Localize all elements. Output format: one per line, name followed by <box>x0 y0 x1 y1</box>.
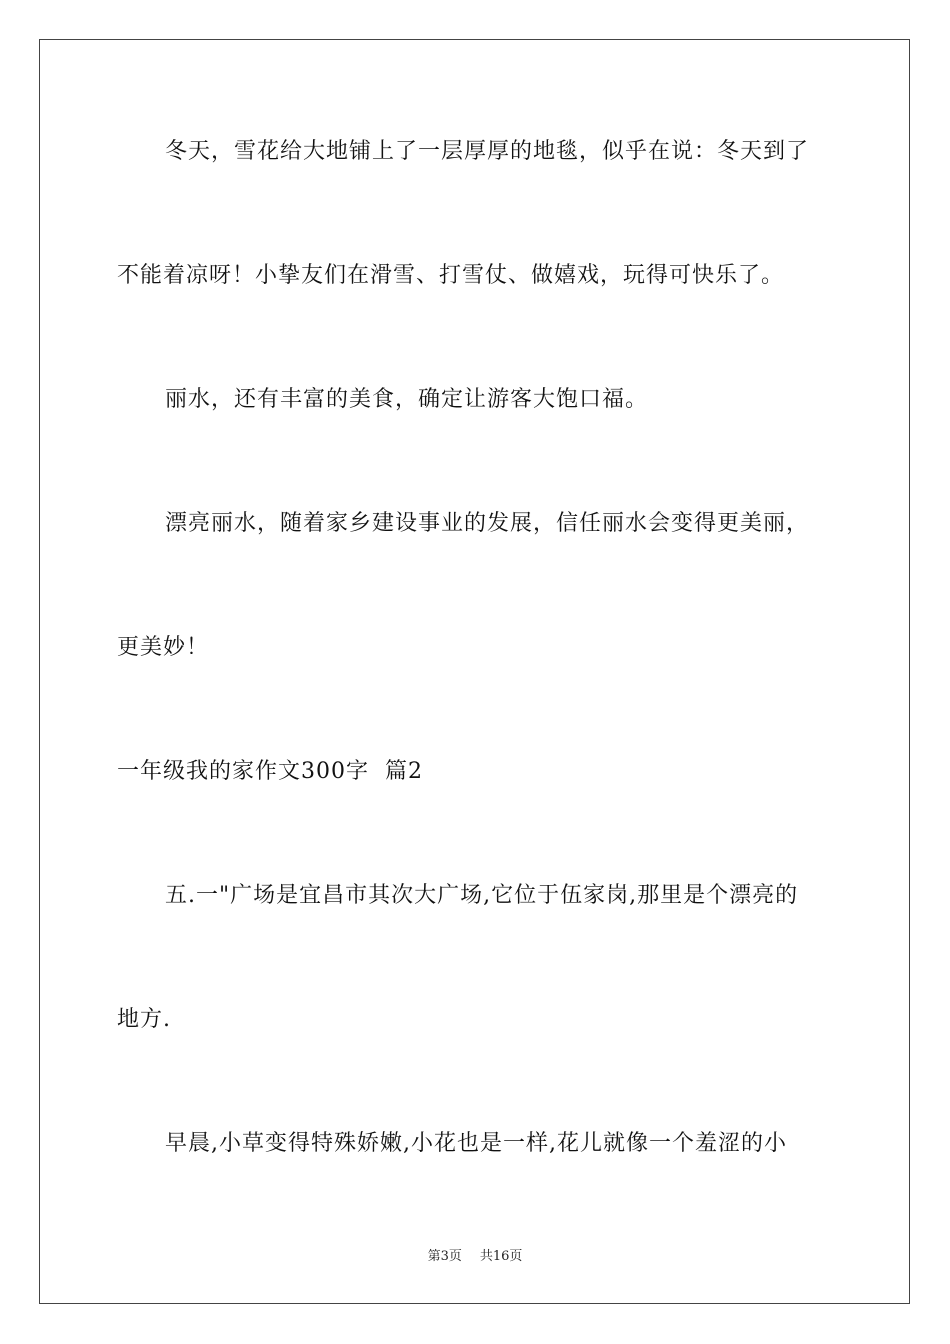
paragraph-line-4: 漂亮丽水，随着家乡建设事业的发展，信任丽水会变得更美丽， <box>165 511 810 536</box>
paragraph-line-5: 更美妙！ <box>117 635 210 660</box>
paragraph-line-7: 地方. <box>117 1007 171 1032</box>
page-footer <box>0 1248 950 1266</box>
paragraph-line-8: 早晨,小草变得特殊娇嫩,小花也是一样,花儿就像一个羞涩的小 <box>165 1131 787 1156</box>
paragraph-line-6: 五.一"广场是宜昌市其次大广场,它位于伍家岗,那里是个漂亮的 <box>165 883 799 908</box>
paragraph-line-3: 丽水，还有丰富的美食，确定让游客大饱口福。 <box>165 387 649 412</box>
page-number: 第3页 <box>427 1249 462 1264</box>
paragraph-line-1: 冬天，雪花给大地铺上了一层厚厚的地毯，似乎在说：冬天到了 <box>165 139 810 164</box>
section-heading: 一年级我的家作文300字 篇2 <box>117 759 423 784</box>
page-border <box>39 39 910 1304</box>
paragraph-line-2: 不能着凉呀！小挚友们在滑雪、打雪仗、做嬉戏，玩得可快乐了。 <box>117 263 785 288</box>
page-total: 共16页 <box>479 1249 523 1264</box>
